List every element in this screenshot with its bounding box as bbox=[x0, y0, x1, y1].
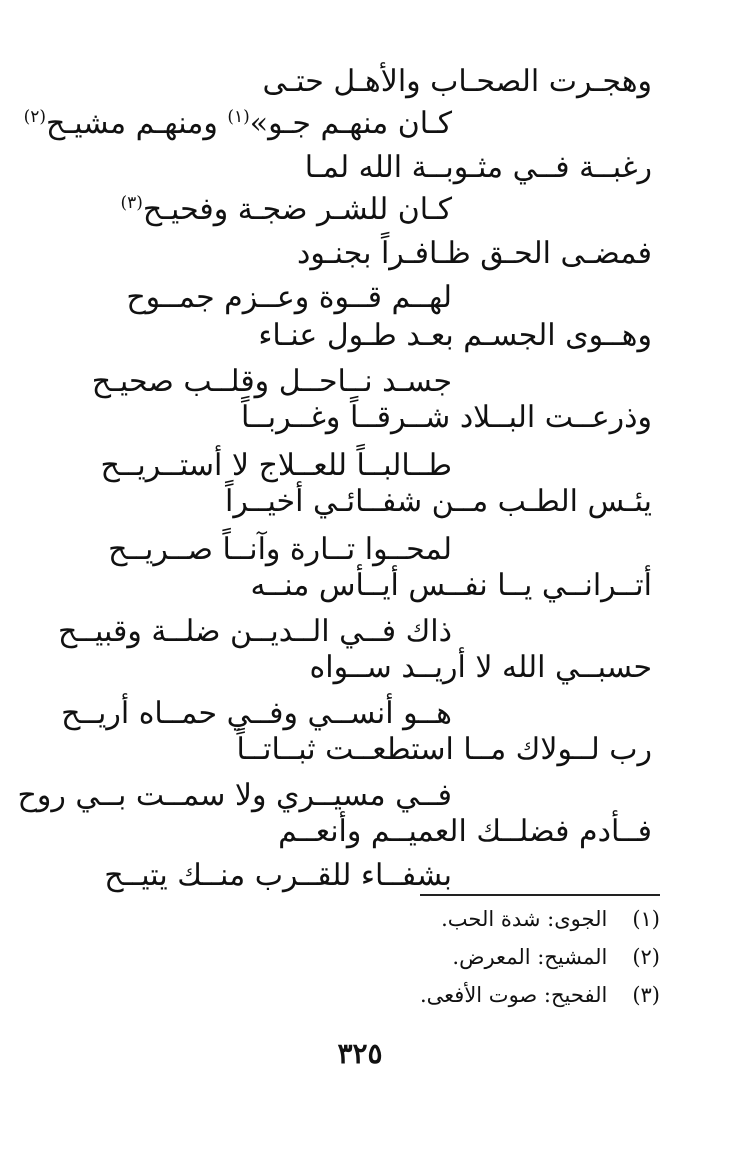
verse-10-first-hemistich: فــأدم فضلــك العميــم وأنعــم bbox=[278, 814, 652, 849]
verse-6-first-hemistich: يئـس الطـب مــن شفــائـي أخيــراً bbox=[225, 484, 652, 519]
verse-8-first-hemistich: حسبــي الله لا أريــد ســواه bbox=[309, 650, 652, 685]
verse-1-second-hemistich bbox=[24, 104, 452, 144]
verse-4-first-hemistich: وهــوى الجسـم بعـد طـول عنـاء bbox=[258, 318, 652, 353]
verse-6-second-hemistich: لمحــوا تــارة وآنــاً صــريــح bbox=[108, 532, 452, 567]
verse-1-second-tail: ومنهـم مشيـح bbox=[46, 106, 228, 141]
footnote-2-text: المشيح: المعرض. bbox=[452, 945, 608, 969]
footnote-2-number: (٢) bbox=[632, 945, 660, 969]
verse-3-first-hemistich: فمضـى الحـق ظـافـراً بجنـود bbox=[297, 236, 652, 271]
footnote-3 bbox=[420, 980, 660, 1010]
verse-10-second-hemistich: بشفــاء للقــرب منــك يتيــح bbox=[104, 858, 452, 893]
footnote-3-number: (٣) bbox=[632, 983, 660, 1007]
verse-7-second-hemistich: ذاك فــي الــديــن ضلــة وقبيــح bbox=[58, 614, 452, 649]
verse-4-second-hemistich: جسـد نــاحــل وقلــب صحيـح bbox=[91, 364, 452, 399]
footnote-1-number: (١) bbox=[632, 907, 660, 931]
verse-2-first-hemistich: رغبــة فــي مثـوبــة الله لمـا bbox=[304, 150, 652, 185]
footnote-3-text: الفحيح: صوت الأفعى. bbox=[419, 983, 608, 1007]
footnote-ref-2: (٢) bbox=[23, 107, 47, 127]
footnote-separator bbox=[420, 894, 660, 896]
verse-5-first-hemistich: وذرعــت البــلاد شــرقــاً وغــربــاً bbox=[241, 400, 652, 435]
verse-9-second-hemistich: فــي مسيــري ولا سمــت بــي روح bbox=[17, 778, 452, 813]
footnote-ref-3: (٣) bbox=[120, 193, 143, 213]
verse-2-second-text: كـان للشـر ضجـة وفحيـح bbox=[142, 192, 452, 227]
verse-1-first-hemistich: وهجـرت الصحـاب والأهـل حتـى bbox=[262, 64, 652, 99]
footnote-1-text: الجوى: شدة الحب. bbox=[441, 907, 608, 931]
verse-9-first-hemistich: رب لــولاك مــا استطعــت ثبــاتــاً bbox=[236, 732, 652, 767]
page-number: ٣٢٥ bbox=[337, 1037, 383, 1070]
verse-3-second-hemistich: لهــم قــوة وعــزم جمــوح bbox=[126, 280, 452, 315]
verse-7-first-hemistich: أتــرانــي يــا نفــس أيــأس منــه bbox=[250, 568, 652, 603]
verse-1-second-text: كـان منهـم جـو» bbox=[249, 106, 452, 141]
verse-8-second-hemistich: هــو أنســي وفــي حمــاه أريــح bbox=[61, 696, 452, 731]
verse-2-second-hemistich bbox=[120, 190, 452, 230]
footnote-1 bbox=[441, 904, 660, 934]
verse-5-second-hemistich: طــالبــاً للعــلاج لا أستــريــح bbox=[100, 448, 452, 483]
footnote-ref-1: (١) bbox=[227, 107, 250, 127]
footnote-2 bbox=[452, 942, 660, 972]
